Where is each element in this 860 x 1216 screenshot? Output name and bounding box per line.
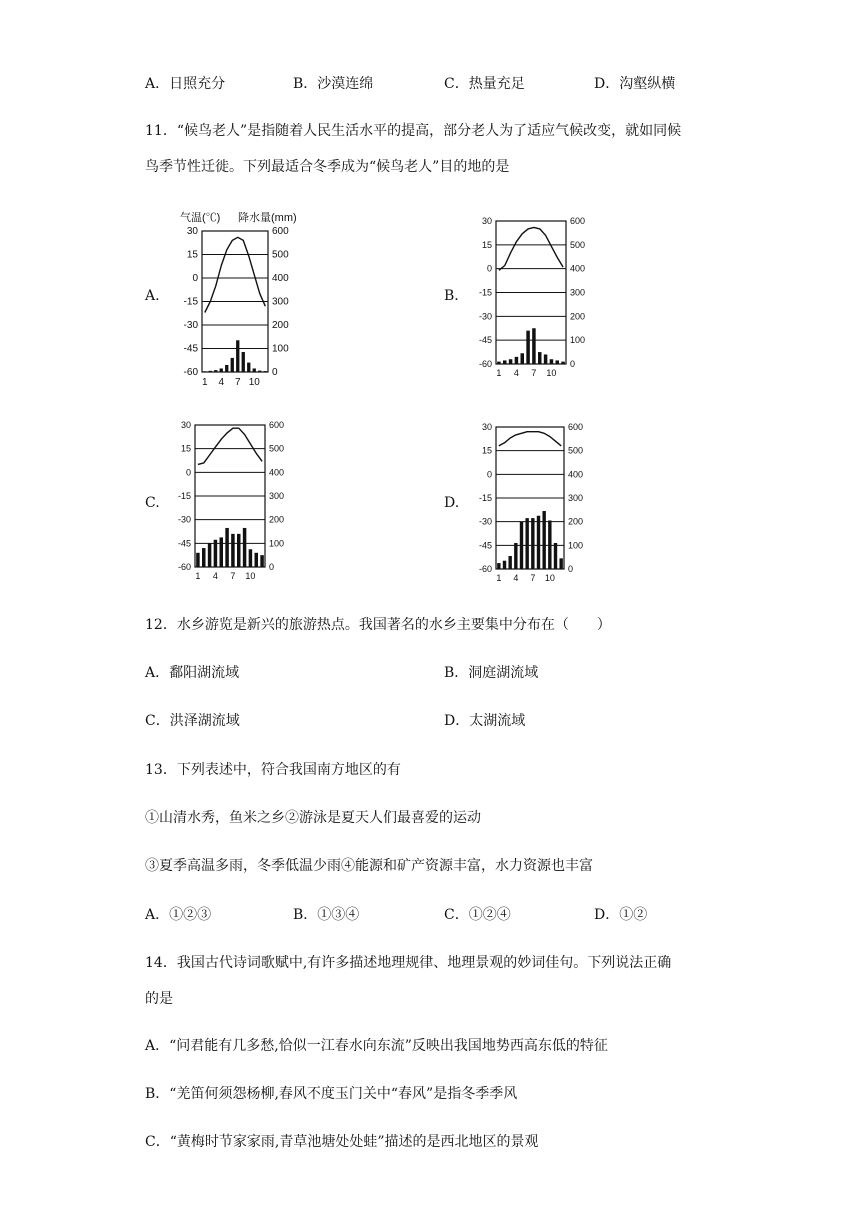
precipitation-bar — [243, 528, 247, 567]
temperature-tick-label: 0 — [185, 467, 191, 478]
month-tick-label: 10 — [245, 571, 256, 581]
precipitation-bar — [526, 331, 530, 364]
month-tick-label: 7 — [230, 571, 236, 581]
precipitation-bar — [249, 549, 253, 567]
precipitation-bar — [520, 522, 523, 569]
temperature-tick-label: -60 — [177, 562, 191, 572]
precipitation-tick-label: 100 — [269, 538, 285, 549]
temperature-tick-label: 15 — [186, 249, 198, 261]
precipitation-tick-label: 0 — [272, 367, 278, 378]
temperature-tick-label: -45 — [478, 335, 492, 346]
q14-option-a[interactable]: A．“问君能有几多愁,恰似一江春水向东流”反映出我国地势西高东低的特征 — [145, 1038, 608, 1054]
temperature-tick-label: 15 — [481, 445, 492, 456]
temperature-tick-label: -60 — [478, 359, 492, 369]
precipitation-tick-label: 300 — [269, 491, 285, 501]
precipitation-bar — [559, 558, 562, 569]
precipitation-tick-label: 500 — [568, 445, 584, 456]
precipitation-tick-label: 200 — [269, 514, 285, 525]
month-tick-label: 4 — [218, 377, 225, 388]
q14-stem-line1: 14．我国古代诗词歌赋中,有许多描述地理规律、地理景观的妙词佳句。下列说法正确 — [145, 955, 672, 971]
q11-stem-line2: 鸟季节性迁徙。下列最适合冬季成为“候鸟老人”目的地的是 — [145, 159, 510, 175]
q10-option-c[interactable]: C．热量充足 — [444, 76, 525, 92]
q14-stem-line2: 的是 — [145, 991, 173, 1007]
q13-option-b[interactable]: B．①③④ — [293, 907, 360, 923]
precipitation-bar — [231, 358, 234, 372]
precipitation-bar — [503, 360, 507, 364]
precipitation-tick-label: 300 — [272, 296, 289, 308]
precipitation-tick-label: 300 — [570, 287, 586, 298]
temperature-tick-label: 15 — [180, 443, 191, 454]
q13-option-a[interactable]: A．①②③ — [145, 907, 212, 923]
precipitation-bar — [203, 371, 206, 372]
precipitation-bar — [532, 328, 536, 364]
temperature-tick-label: 30 — [186, 226, 198, 237]
precipitation-bar — [544, 354, 548, 364]
temperature-tick-label: -15 — [183, 296, 198, 308]
precipitation-tick-label: 200 — [272, 320, 289, 331]
precipitation-tick-label: 500 — [570, 239, 586, 250]
q12-option-a[interactable]: A．鄱阳湖流域 — [145, 665, 240, 681]
month-tick-label: 10 — [248, 377, 260, 388]
precipitation-tick-label: 500 — [272, 249, 289, 261]
q11-stem-line1: 11．“候鸟老人”是指随着人民生活水平的提高，部分老人为了适应气候改变，就如同候 — [145, 123, 682, 139]
temperature-tick-label: 0 — [486, 263, 492, 274]
precipitation-bar — [253, 368, 256, 372]
precipitation-tick-label: 600 — [570, 216, 586, 226]
temperature-tick-label: 30 — [481, 216, 492, 226]
chart-label-d[interactable]: D. — [444, 495, 460, 511]
month-tick-label: 10 — [546, 368, 557, 378]
q12-option-b[interactable]: B．洞庭湖流域 — [444, 665, 539, 681]
q13-stem: 13．下列表述中，符合我国南方地区的有 — [145, 762, 401, 778]
precipitation-bar — [196, 553, 200, 567]
precipitation-bar — [208, 543, 212, 567]
chart-label-b[interactable]: B. — [444, 288, 459, 304]
month-tick-label: 7 — [234, 377, 241, 388]
precipitation-bar — [514, 543, 517, 569]
precipitation-bar — [247, 363, 250, 372]
month-tick-label: 1 — [195, 571, 201, 581]
month-tick-label: 4 — [513, 573, 519, 583]
precipitation-bar — [531, 518, 534, 569]
precipitation-tick-label: 400 — [269, 467, 285, 478]
precipitation-tick-label: 100 — [570, 335, 586, 346]
temperature-tick-label: -30 — [183, 320, 198, 331]
temperature-tick-label: -60 — [183, 367, 198, 378]
precipitation-tick-label: 100 — [568, 540, 584, 551]
month-tick-label: 7 — [530, 573, 536, 583]
precipitation-tick-label: 0 — [568, 564, 574, 574]
chart-label-c[interactable]: C. — [145, 495, 160, 511]
precipitation-bar — [509, 359, 512, 364]
temperature-line — [499, 227, 563, 270]
temperature-tick-label: 30 — [481, 422, 492, 432]
temperature-tick-label: 30 — [180, 420, 191, 430]
precipitation-tick-label: 600 — [269, 420, 285, 430]
temperature-tick-label: -15 — [478, 287, 492, 298]
precipitation-bar — [209, 371, 212, 372]
precipitation-bar — [542, 511, 545, 569]
precipitation-bar — [515, 357, 519, 364]
precipitation-bar — [225, 528, 229, 567]
temperature-tick-label: -45 — [183, 343, 198, 355]
temperature-tick-label: 15 — [481, 239, 492, 250]
precipitation-bar — [550, 359, 554, 364]
temperature-axis-title: 气温(℃) — [180, 212, 221, 224]
q12-option-d[interactable]: D．太湖流域 — [444, 713, 526, 729]
precipitation-tick-label: 600 — [568, 422, 584, 432]
precipitation-tick-label: 400 — [570, 263, 586, 274]
precipitation-tick-label: 400 — [568, 469, 584, 480]
temperature-line — [198, 428, 262, 464]
temperature-tick-label: -30 — [478, 516, 492, 527]
precipitation-tick-label: 0 — [570, 359, 576, 369]
climate-chart-b — [468, 212, 593, 382]
precipitation-bar — [242, 352, 245, 372]
q14-option-b[interactable]: B．“羌笛何须怨杨柳,春风不度玉门关中“春风”是指冬季季风 — [145, 1086, 518, 1102]
precipitation-tick-label: 600 — [272, 226, 289, 237]
temperature-tick-label: -60 — [478, 564, 492, 574]
precipitation-bar — [258, 371, 261, 372]
precipitation-bar — [264, 371, 267, 372]
precipitation-bar — [236, 340, 239, 372]
month-tick-label: 4 — [513, 368, 519, 378]
precipitation-bar — [220, 537, 224, 567]
precipitation-tick-label: 400 — [272, 273, 289, 284]
precipitation-bar — [497, 362, 501, 364]
precipitation-bar — [538, 352, 542, 364]
month-tick-label: 7 — [531, 368, 537, 378]
precipitation-bar — [561, 362, 565, 364]
precipitation-bar — [231, 534, 235, 567]
temperature-line — [499, 432, 561, 446]
precipitation-tick-label: 0 — [269, 562, 275, 572]
q10-option-d[interactable]: D．沟壑纵横 — [594, 76, 676, 92]
q13-statement-1: ①山清水秀，鱼米之乡②游泳是夏天人们最喜爱的运动 — [145, 810, 481, 826]
precipitation-bar — [202, 548, 206, 567]
q13-statement-2: ③夏季高温多雨，冬季低温少雨④能源和矿产资源丰富，水力资源也丰富 — [145, 858, 593, 874]
precipitation-tick-label: 200 — [570, 311, 586, 322]
precipitation-bar — [214, 370, 217, 372]
month-tick-label: 1 — [201, 377, 208, 388]
precipitation-bar — [548, 520, 551, 569]
temperature-tick-label: -30 — [177, 514, 191, 525]
temperature-tick-label: -30 — [478, 311, 492, 322]
precipitation-axis-title: 降水量(mm) — [238, 212, 297, 224]
q10-option-a[interactable]: A．日照充分 — [145, 76, 226, 92]
precipitation-bar — [220, 368, 223, 372]
precipitation-bar — [503, 561, 506, 569]
q13-option-d[interactable]: D．①② — [594, 907, 648, 923]
q13-option-c[interactable]: C．①②④ — [444, 907, 511, 923]
temperature-tick-label: 0 — [192, 273, 198, 284]
precipitation-bar — [237, 534, 241, 567]
q14-option-c[interactable]: C．“黄梅时节家家雨,青草池塘处处蛙”描述的是西北地区的景观 — [145, 1134, 539, 1150]
chart-label-a[interactable]: A. — [145, 288, 160, 304]
q10-option-b[interactable]: B．沙漠连绵 — [293, 76, 374, 92]
precipitation-bar — [537, 516, 540, 569]
precipitation-bar — [225, 365, 228, 372]
climate-chart-d — [468, 418, 593, 588]
temperature-tick-label: -15 — [177, 491, 191, 501]
precipitation-bar — [554, 543, 557, 569]
month-tick-label: 1 — [496, 368, 502, 378]
month-tick-label: 1 — [496, 573, 502, 583]
temperature-tick-label: -15 — [478, 493, 492, 503]
precipitation-bar — [497, 563, 500, 569]
precipitation-tick-label: 500 — [269, 443, 285, 454]
precipitation-bar — [556, 360, 560, 364]
precipitation-bar — [508, 556, 511, 569]
precipitation-bar — [525, 518, 528, 569]
temperature-tick-label: -45 — [478, 540, 492, 551]
precipitation-tick-label: 200 — [568, 516, 584, 527]
climate-chart-c — [168, 418, 293, 588]
temperature-tick-label: 0 — [486, 469, 492, 480]
temperature-tick-label: -45 — [177, 538, 191, 549]
precipitation-bar — [521, 353, 525, 364]
precipitation-tick-label: 100 — [272, 343, 289, 355]
precipitation-bar — [255, 553, 259, 567]
climate-chart-a — [170, 200, 340, 390]
month-tick-label: 10 — [544, 573, 555, 583]
q12-option-c[interactable]: C．洪泽湖流域 — [145, 713, 240, 729]
month-tick-label: 4 — [212, 571, 218, 581]
precipitation-bar — [260, 555, 264, 567]
precipitation-bar — [214, 540, 218, 567]
precipitation-tick-label: 300 — [568, 493, 584, 503]
q12-stem: 12．水乡游览是新兴的旅游热点。我国著名的水乡主要集中分布在（ ） — [145, 617, 611, 633]
